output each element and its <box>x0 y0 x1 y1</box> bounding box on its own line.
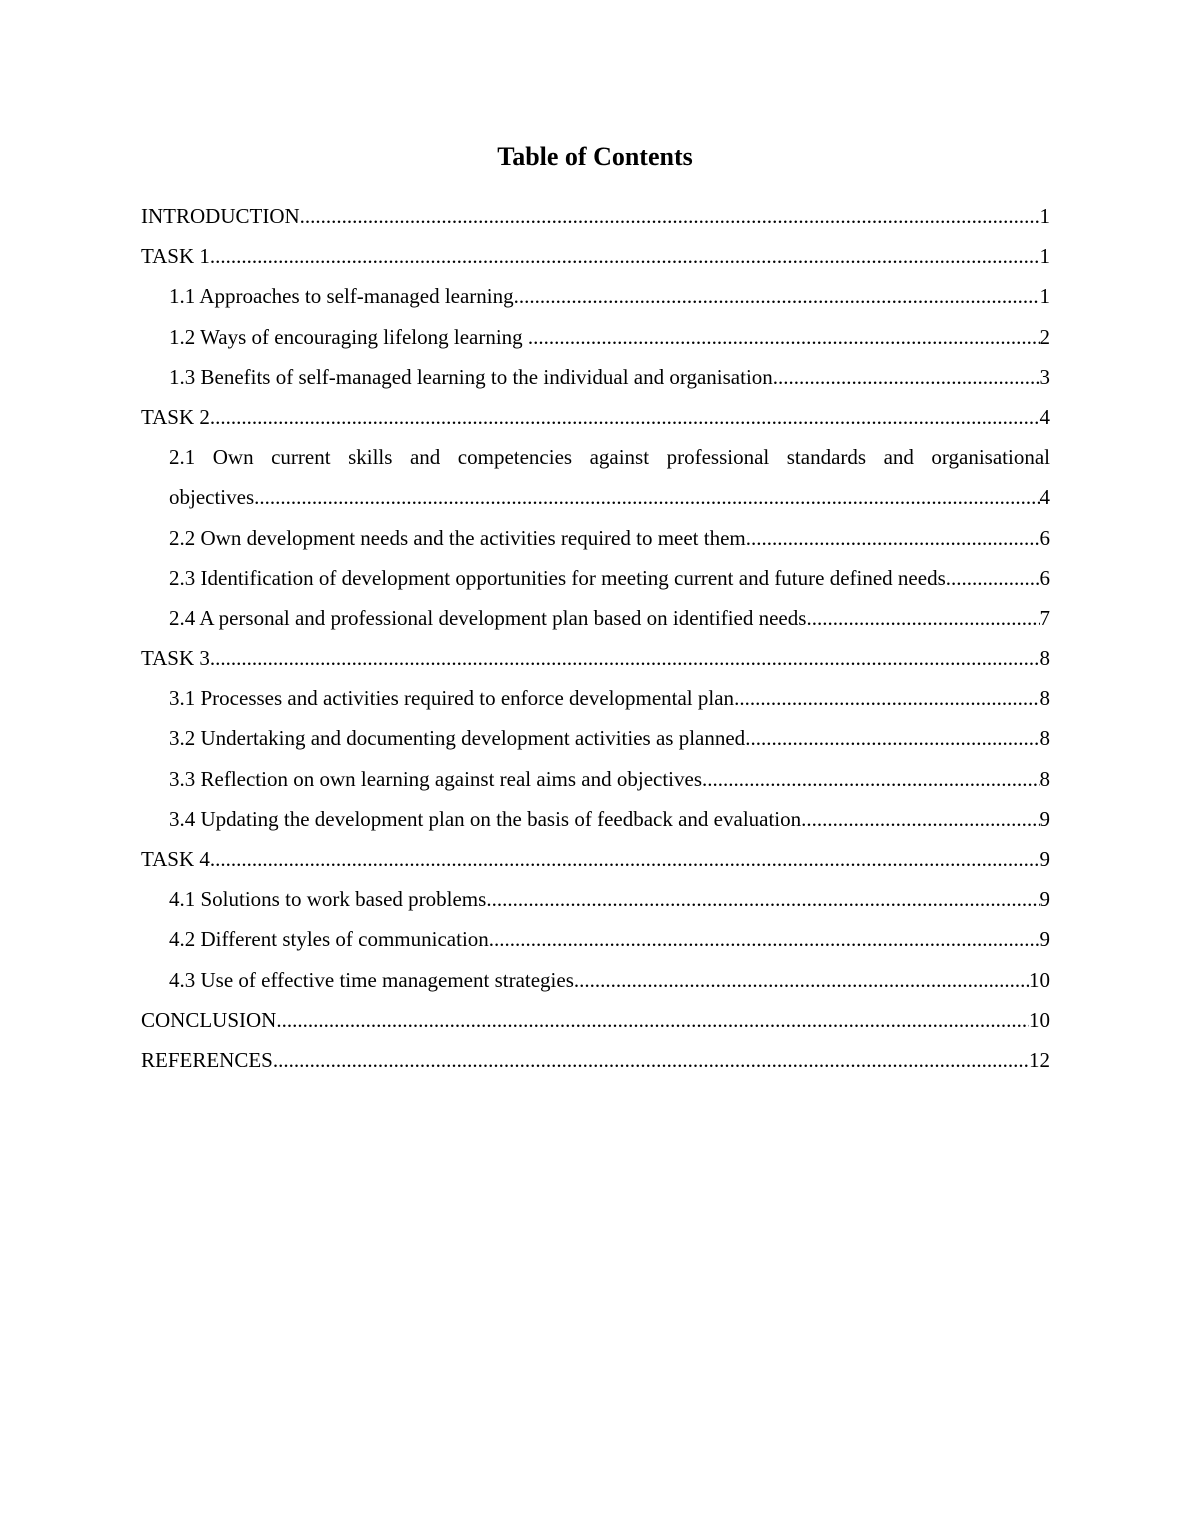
toc-page-number: 6 <box>1039 565 1050 590</box>
toc-entry-2-4[interactable] <box>141 598 1050 638</box>
toc-entry-label: 4.2 Different styles of communication <box>169 927 489 952</box>
toc-entry-conclusion[interactable] <box>141 1000 1050 1040</box>
toc-entry-label: CONCLUSION <box>141 1007 277 1032</box>
toc-page-number: 8 <box>1039 726 1050 751</box>
dot-leader <box>514 276 1040 316</box>
toc-entry-label: 3.4 Updating the development plan on the basis of feedback and evaluation <box>169 806 802 831</box>
toc-entry-task-4[interactable] <box>141 839 1050 879</box>
toc-page-number: 9 <box>1039 806 1050 831</box>
toc-entry-3-3[interactable] <box>141 759 1050 799</box>
toc-entry-2-2[interactable] <box>141 518 1050 558</box>
dot-leader <box>806 598 1039 638</box>
toc-entry-4-2[interactable] <box>141 919 1050 959</box>
table-of-contents <box>141 196 1050 1080</box>
toc-page-number: 10 <box>1029 967 1050 992</box>
toc-entry-label: 2.2 Own development needs and the activities required to meet them <box>169 525 746 550</box>
toc-page-number: 2 <box>1039 324 1050 349</box>
toc-entry-3-1[interactable] <box>141 678 1050 718</box>
dot-leader <box>801 799 1039 839</box>
toc-page-number: 8 <box>1039 646 1050 671</box>
toc-entry-1-2[interactable] <box>141 317 1050 357</box>
dot-leader <box>773 357 1040 397</box>
toc-page-number: 12 <box>1029 1047 1050 1072</box>
toc-page-number: 8 <box>1039 766 1050 791</box>
dot-leader <box>574 960 1029 1000</box>
toc-entry-1-3[interactable] <box>141 357 1050 397</box>
toc-entry-label: TASK 2 <box>141 404 210 429</box>
dot-leader <box>276 1000 1029 1040</box>
toc-entry-label: 2.4 A personal and professional development plan based on identified needs <box>169 605 807 630</box>
dot-leader <box>300 196 1040 236</box>
dot-leader <box>486 879 1039 919</box>
toc-page-number: 7 <box>1039 605 1050 630</box>
toc-page-number: 9 <box>1039 887 1050 912</box>
toc-page-number: 3 <box>1039 364 1050 389</box>
page-title: Table of Contents <box>497 142 693 171</box>
toc-entry-3-4[interactable] <box>141 799 1050 839</box>
toc-entry-label: 1.2 Ways of encouraging lifelong learning <box>169 324 528 349</box>
dot-leader <box>702 759 1039 799</box>
toc-entry-introduction[interactable] <box>141 196 1050 236</box>
dot-leader <box>745 718 1039 758</box>
toc-page-number: 4 <box>1039 404 1050 429</box>
toc-page-number: 8 <box>1039 686 1050 711</box>
toc-entry-2-1[interactable] <box>141 437 1050 517</box>
dot-leader <box>946 558 1040 598</box>
toc-entry-label: 3.1 Processes and activities required to enforce developmental plan <box>169 686 735 711</box>
dot-leader <box>273 1040 1029 1080</box>
toc-page-number: 4 <box>1039 485 1050 510</box>
toc-entry-label: 4.1 Solutions to work based problems <box>169 887 487 912</box>
dot-leader <box>210 397 1040 437</box>
toc-page-number: 9 <box>1039 847 1050 871</box>
dot-leader <box>528 317 1040 357</box>
dot-leader <box>210 839 1040 879</box>
toc-entry-label: 3.3 Reflection on own learning against real aims and objectives <box>169 766 703 791</box>
toc-page-number: 1 <box>1039 244 1050 269</box>
toc-entry-label-line1: 2.1 Own current skills and competencies against professional standards and organisational <box>169 445 1050 470</box>
toc-entry-label-line2: objectives <box>169 485 255 510</box>
toc-entry-references[interactable] <box>141 1040 1050 1080</box>
toc-entry-label: TASK 1 <box>141 244 210 269</box>
toc-entry-3-2[interactable] <box>141 718 1050 758</box>
toc-entry-label: INTRODUCTION <box>141 204 300 228</box>
dot-leader <box>746 518 1040 558</box>
dot-leader <box>734 678 1039 718</box>
dot-leader <box>254 477 1039 517</box>
toc-page-number: 10 <box>1029 1007 1050 1032</box>
toc-entry-2-3[interactable] <box>141 558 1050 598</box>
toc-entry-label: 1.1 Approaches to self-managed learning <box>169 284 514 309</box>
toc-entry-label: TASK 3 <box>141 646 210 671</box>
toc-entry-label: 2.3 Identification of development opportunities for meeting current and future defined needs <box>169 565 946 590</box>
toc-page-number: 9 <box>1039 927 1050 952</box>
toc-page-number: 1 <box>1039 204 1050 228</box>
toc-page-number: 1 <box>1039 284 1050 309</box>
toc-entry-label: 3.2 Undertaking and documenting development activities as planned <box>169 726 746 751</box>
toc-page-number: 6 <box>1039 525 1050 550</box>
toc-entry-task-2[interactable] <box>141 397 1050 437</box>
toc-entry-task-3[interactable] <box>141 638 1050 678</box>
toc-entry-label: 4.3 Use of effective time management strategies <box>169 967 574 992</box>
toc-entry-4-3[interactable] <box>141 960 1050 1000</box>
toc-entry-4-1[interactable] <box>141 879 1050 919</box>
toc-entry-1-1[interactable] <box>141 276 1050 316</box>
dot-leader <box>210 638 1040 678</box>
toc-entry-label: REFERENCES <box>141 1047 273 1072</box>
toc-entry-label: 1.3 Benefits of self-managed learning to the individual and organisation <box>169 364 773 389</box>
dot-leader <box>210 236 1040 276</box>
toc-entry-task-1[interactable] <box>141 236 1050 276</box>
toc-entry-label: TASK 4 <box>141 847 210 871</box>
toc-entry-line2 <box>169 477 1050 517</box>
dot-leader <box>489 919 1040 959</box>
